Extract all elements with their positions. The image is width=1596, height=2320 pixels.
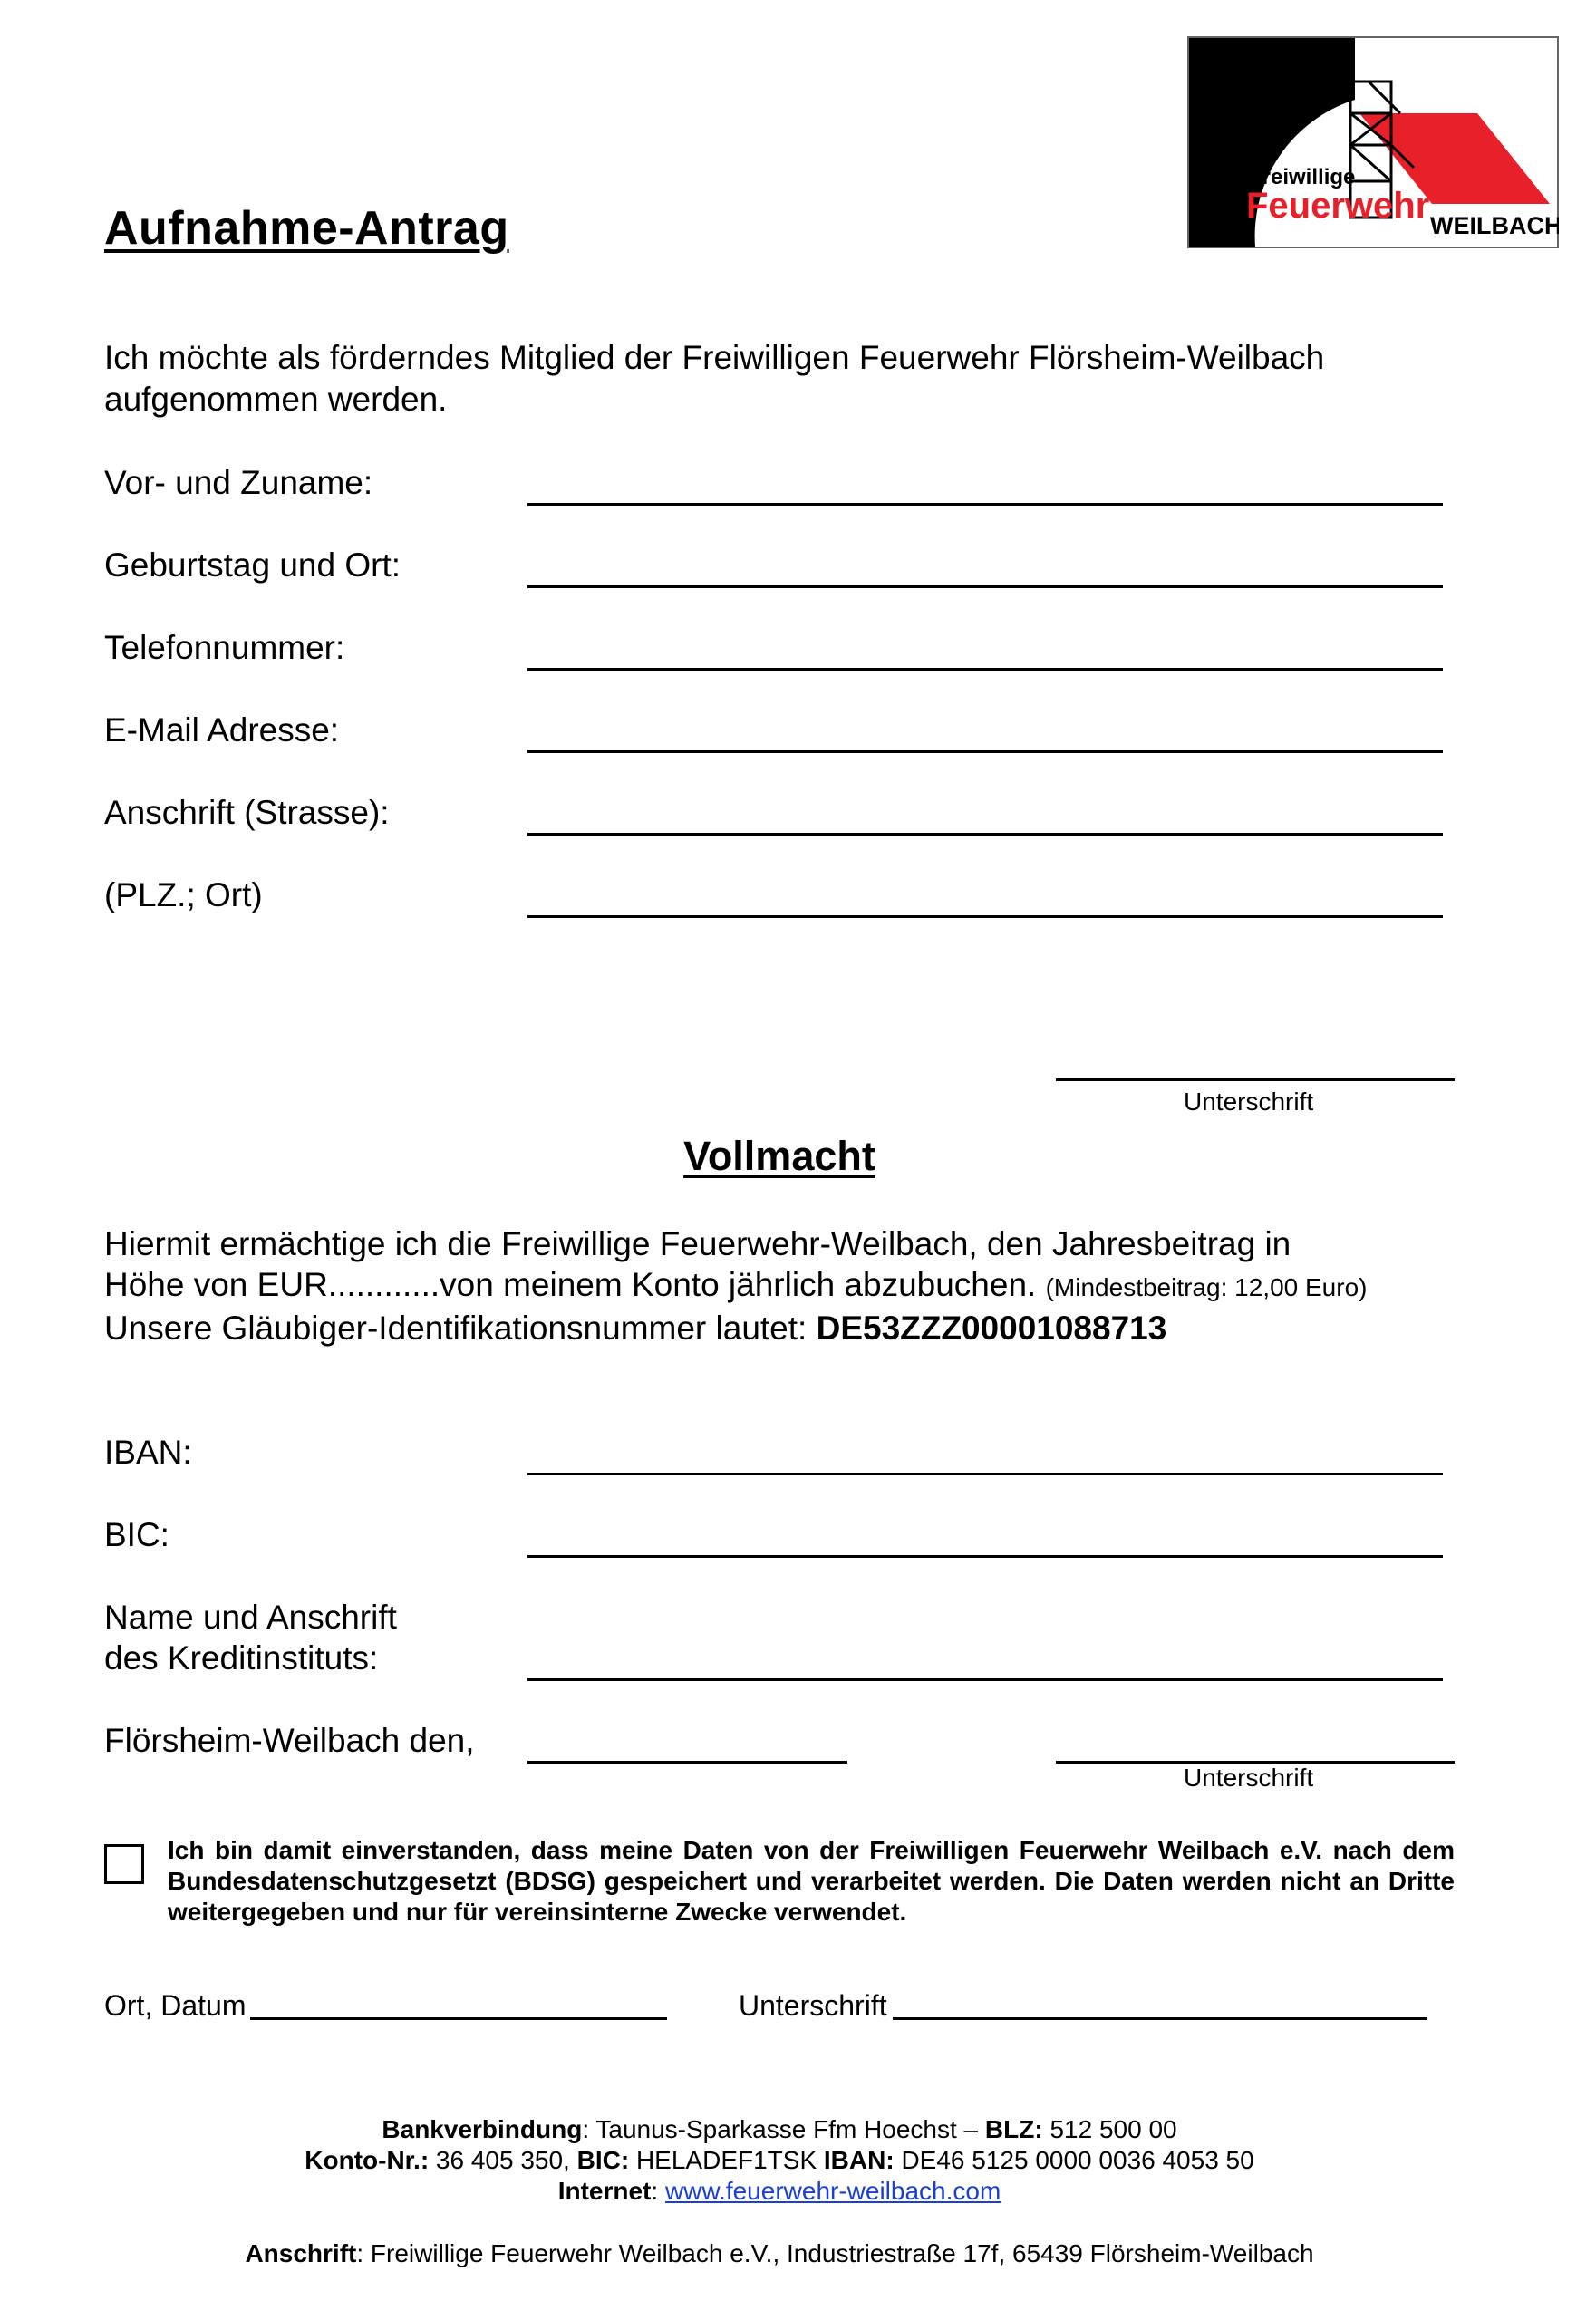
- footer-address-label: Anschrift: [245, 2239, 357, 2267]
- footer-internet-sep: :: [651, 2177, 665, 2205]
- footer-internet-line: [0, 2176, 1559, 2207]
- field-label-bank-institute: des Kreditinstituts:: [104, 1639, 379, 1677]
- name-input-line[interactable]: [527, 503, 1443, 506]
- field-label-email: E-Mail Adresse:: [104, 711, 340, 749]
- field-label-birth: Geburtstag und Ort:: [104, 546, 401, 584]
- place-date-label: Ort, Datum: [104, 1989, 247, 2022]
- footer-blz-value: 512 500 00: [1042, 2115, 1177, 2143]
- footer-bic-label: BIC:: [576, 2146, 630, 2174]
- phone-input-line[interactable]: [527, 668, 1443, 671]
- signature-caption-1: Unterschrift: [1184, 1088, 1314, 1116]
- date-input-line[interactable]: [527, 1761, 847, 1764]
- footer-iban-label: IBAN:: [823, 2146, 895, 2174]
- website-link[interactable]: www.feuerwehr-weilbach.com: [664, 2177, 1001, 2205]
- creditor-id: DE53ZZZ00001088713: [816, 1310, 1167, 1347]
- logo-line3: WEILBACH: [1430, 212, 1559, 239]
- field-label-name: Vor- und Zuname:: [104, 464, 373, 501]
- iban-input-line[interactable]: [527, 1473, 1443, 1475]
- logo-line1: Freiwillige: [1249, 165, 1356, 189]
- footer-blz-label: BLZ:: [984, 2115, 1043, 2143]
- field-label-street: Anschrift (Strasse):: [104, 794, 390, 831]
- footer-konto-value: 36 405 350,: [429, 2146, 577, 2174]
- footer-address-line: [0, 2238, 1559, 2269]
- signature-line-1[interactable]: [1056, 1078, 1455, 1081]
- consent-signature-label: Unterschrift: [739, 1989, 887, 2022]
- logo-line2: Feuerwehr: [1246, 186, 1430, 226]
- creditor-label: Unsere Gläubiger-Identifikationsnummer lautet:: [104, 1310, 808, 1347]
- street-input-line[interactable]: [527, 833, 1443, 836]
- minimum-contribution-note: (Mindestbeitrag: 12,00 Euro): [1045, 1273, 1368, 1301]
- authorization-text: [104, 1223, 1518, 1348]
- field-label-iban: IBAN:: [104, 1434, 192, 1471]
- authorization-line-3: [104, 1308, 1518, 1348]
- field-label-city: (PLZ.; Ort): [104, 876, 263, 914]
- field-label-bic: BIC:: [104, 1516, 169, 1553]
- authorization-line-2: [104, 1264, 1518, 1308]
- birth-input-line[interactable]: [527, 585, 1443, 588]
- field-label-phone: Telefonnummer:: [104, 629, 345, 666]
- footer-bank-value: : Taunus-Sparkasse Ffm Hoechst –: [582, 2115, 985, 2143]
- footer-bank-label: Bankverbindung: [382, 2115, 583, 2143]
- authorization-line-2-text: Höhe von EUR............von meinem Konto jährlich abzubuchen.: [104, 1266, 1037, 1303]
- footer-internet-label: Internet: [557, 2177, 652, 2205]
- bank-input-line[interactable]: [527, 1678, 1443, 1681]
- footer-address-value: : Freiwillige Feuerwehr Weilbach e.V., Industriestraße 17f, 65439 Flörsheim-Weilbach: [356, 2239, 1314, 2267]
- place-date-input-line[interactable]: [250, 2017, 667, 2020]
- footer-bank-line: [0, 2114, 1559, 2145]
- signature-caption-2: Unterschrift: [1184, 1764, 1314, 1792]
- fire-brigade-logo: [1187, 36, 1559, 248]
- authorization-line-1: Hiermit ermächtige ich die Freiwillige Feuerwehr-Weilbach, den Jahresbeitrag in: [104, 1225, 1291, 1262]
- consent-signature-line[interactable]: [893, 2017, 1427, 2020]
- email-input-line[interactable]: [527, 750, 1443, 753]
- city-input-line[interactable]: [527, 915, 1443, 918]
- footer-bic-value: HELADEF1TSK: [629, 2146, 824, 2174]
- intro-text: Ich möchte als förderndes Mitglied der Freiwilligen Feuerwehr Flörsheim-Weilbach aufgenommen werden.: [104, 339, 1325, 418]
- vollmacht-title: Vollmacht: [683, 1133, 875, 1179]
- consent-text: Ich bin damit einverstanden, dass meine Daten von der Freiwilligen Feuerwehr Weilbach e.V. nach dem Bundesdatenschutzgesetzt (BDSG) gespeichert und verarbeitet werden. Die Daten werden nicht an Dritte weitergegeben und nur für vereinsinterne Zwecke verwendet.: [168, 1836, 1455, 1926]
- place-label: Flörsheim-Weilbach den,: [104, 1722, 475, 1759]
- consent-checkbox[interactable]: [104, 1844, 144, 1884]
- footer-konto-label: Konto-Nr.:: [305, 2146, 430, 2174]
- footer-account-line: [0, 2145, 1559, 2176]
- field-label-bank-name: Name und Anschrift: [104, 1599, 397, 1636]
- page-title: Aufnahme-Antrag: [104, 202, 509, 255]
- footer-iban-value: DE46 5125 0000 0036 4053 50: [894, 2146, 1254, 2174]
- bic-input-line[interactable]: [527, 1555, 1443, 1558]
